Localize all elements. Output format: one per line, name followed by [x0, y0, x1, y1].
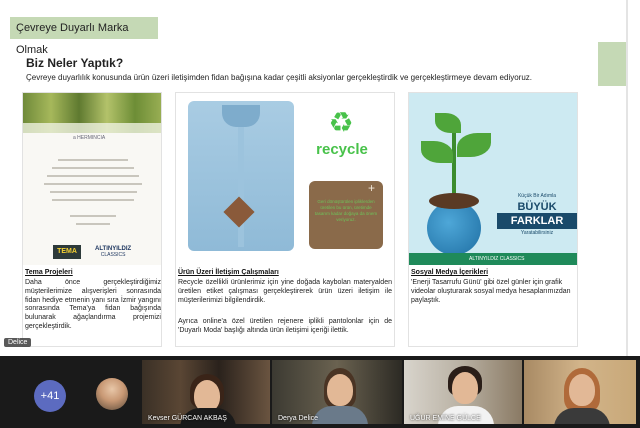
globe-icon — [427, 201, 481, 255]
wooden-tag — [223, 196, 254, 227]
panel-title: Tema Projeleri — [25, 269, 73, 276]
shirt-illustration — [188, 101, 294, 251]
slide-title: Çevreye Duyarlı Marka Olmak — [10, 17, 158, 39]
participant-tile[interactable] — [142, 360, 270, 424]
slide-divider — [626, 0, 628, 356]
recycle-shirt-image — [176, 93, 394, 265]
leaf-shape — [457, 133, 491, 157]
leaf-shape — [421, 141, 453, 163]
poster-big-text-2: FARKLAR — [497, 213, 577, 229]
tag-text: Geri dönüştürülen ipliklerden üretilen bu ürün, üretimde tasarım kadar doğaya da önem veriyoruz. — [314, 199, 378, 222]
letter-logos — [53, 243, 143, 261]
panel-tema-projects — [22, 92, 162, 347]
panel-social-media — [408, 92, 578, 347]
participant-tile[interactable] — [524, 360, 636, 424]
panel-title: Sosyal Medya İçerikleri — [411, 269, 489, 276]
decorative-block — [598, 42, 626, 86]
participant-tile[interactable] — [272, 360, 402, 424]
social-poster-image — [409, 93, 577, 265]
participant-name: UĞUR EMİNE GÜLCE — [410, 415, 481, 422]
panel-text-secondary: Ayrıca online'a özel üretilen rejenere iplikli pantolonlar için de 'Duyarlı Moda' başlığı altında ürün iletişimi içeriği ilettik. — [178, 318, 392, 334]
altinyildiz-logo: ALTINYILDIZ CLASSICS — [95, 246, 132, 258]
participant-tile[interactable] — [404, 360, 522, 424]
slide-intro: Çevreye duyarlılık konusunda ürün üzeri iletişimden fidan bağışına kadar çeşitli aksiyonlar gerçekleştirdik ve gerçekleştirmeye devam ediyoruz. — [26, 73, 533, 82]
plant-stem — [452, 133, 456, 197]
poster-big-text: BÜYÜK — [517, 201, 557, 213]
panel-text: Recycle özellikli ürünlerimiz için yine doğada kaybolan materyalden üretilen etiket çalışması gerçekleştirerek ürün üzeri iletişim ile müşterilerimizi bilgilendirdik. — [178, 279, 392, 304]
recycle-label: recycle — [316, 141, 368, 158]
soil-shape — [429, 193, 479, 209]
recycle-icon: ♻ — [328, 107, 354, 138]
panel-text: Daha önce gerçekleştirdiğimiz müşterilerimize alışverişleri sonrasında fidan hediye etmenin yanı sıra İzmir yangını sonrasında Tema'ya fidan bağışında bulunarak ağaçlandırma projemizi gerçekleştirdik. — [25, 279, 161, 330]
recycle-tag-card — [309, 181, 383, 249]
participant-name: Kevser GÜRCAN AKBAŞ — [148, 415, 227, 422]
letter-text-lines — [35, 153, 151, 225]
plus-icon: + — [367, 181, 375, 195]
forest-photo — [23, 93, 161, 133]
panel-product-communication — [175, 92, 395, 347]
letter-header: a HERMINCIA — [73, 135, 106, 141]
presenter-name-tag: Delice — [4, 338, 31, 347]
panel-title: Ürün Üzeri İletişim Çalışmaları — [178, 269, 279, 276]
participant-avatar[interactable] — [96, 378, 128, 410]
poster-small-text: Küçük Bir Adımla — [517, 193, 557, 199]
letter-image — [23, 93, 161, 265]
poster-sub-text: Yaratabilirsiniz — [520, 230, 554, 236]
more-participants-button[interactable]: +41 — [34, 380, 66, 412]
tema-logo: TEMA — [53, 245, 81, 259]
leaf-shape — [435, 113, 461, 133]
participant-name: Derya Delice — [278, 415, 319, 422]
poster-brand-band: ALTINYILDIZ CLASSICS — [409, 253, 577, 265]
slide-heading: Biz Neler Yaptık? — [26, 56, 124, 70]
panel-text: 'Enerji Tasarrufu Günü' gibi özel günler için grafik videolar oluşturarak sosyal medya hesaplarımızdan paylaştık. — [411, 279, 571, 304]
